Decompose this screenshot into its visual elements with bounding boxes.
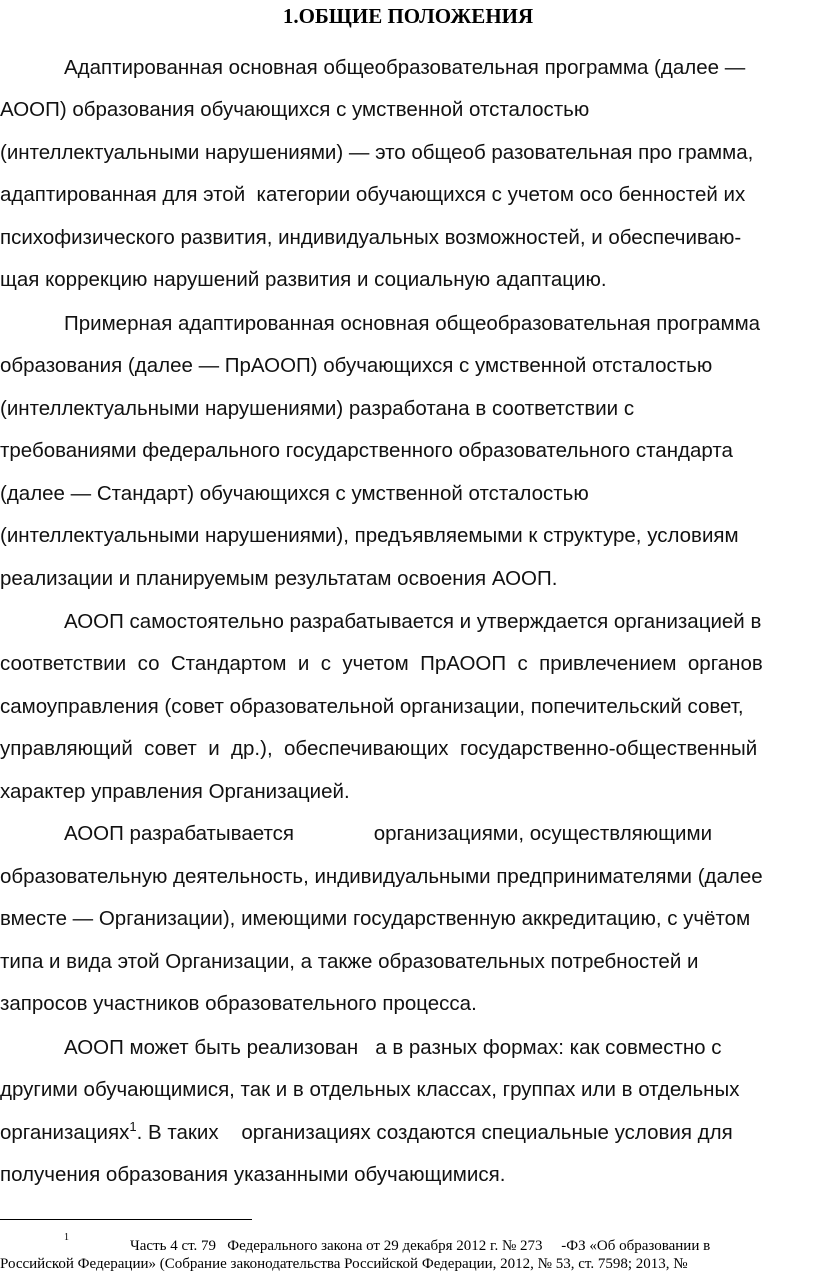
paragraph-line: АООП) образования обучающихся с умственной отсталостью <box>0 98 590 121</box>
paragraph-line: самоуправления (совет образовательной организации, попечительский совет, <box>0 695 744 718</box>
paragraph-line: образования (далее — ПрАООП) обучающихся с умственной отсталостью <box>0 354 713 377</box>
paragraph-line: щая коррекцию нарушений развития и социальную адаптацию. <box>0 268 607 291</box>
footnote-reference[interactable]: 1 <box>129 1119 137 1135</box>
section-title: 1.ОБЩИЕ ПОЛОЖЕНИЯ <box>282 4 534 28</box>
paragraph-line: психофизического развития, индивидуальных возможностей, и обеспечиваю- <box>0 226 742 249</box>
paragraph-line: АООП может быть реализован а в разных формах: как совместно с <box>64 1036 722 1059</box>
paragraph-line: требованиями федерального государственного образовательного стандарта <box>0 439 733 462</box>
paragraph-text: организациях <box>0 1121 130 1144</box>
paragraph-line: Адаптированная основная общеобразовательная программа (далее — <box>64 56 746 79</box>
paragraph-text: . В таких организациях создаются специальные условия для <box>136 1121 733 1144</box>
paragraph-line: Примерная адаптированная основная общеобразовательная программа <box>64 312 761 335</box>
paragraph-line: управляющий совет и др.), обеспечивающих государственно-общественный <box>0 737 758 760</box>
paragraph-line: (далее — Стандарт) обучающихся с умственной отсталостью <box>0 482 589 505</box>
paragraph-line: АООП самостоятельно разрабатывается и утверждается организацией в <box>64 610 762 633</box>
paragraph-line: АООП разрабатывается организациями, осуществляющими <box>64 822 713 845</box>
paragraph-line: получения образования указанными обучающимися. <box>0 1163 506 1186</box>
paragraph-line: типа и вида этой Организации, а также образовательных потребностей и <box>0 950 699 973</box>
paragraph-line: (интеллектуальными нарушениями), предъявляемыми к структуре, условиям <box>0 524 739 547</box>
footnote-line: Часть 4 ст. 79 Федерального закона от 29 декабря 2012 г. № 273 -ФЗ «Об образовании в <box>130 1238 711 1254</box>
paragraph-line: реализации и планируемым результатам освоения АООП. <box>0 567 558 590</box>
paragraph-line: соответствии со Стандартом и с учетом ПрАООП с привлечением органов <box>0 652 763 675</box>
footnote-separator <box>0 1219 252 1220</box>
paragraph-line: (интеллектуальными нарушениями) — это общеоб разовательная про грамма, <box>0 141 754 164</box>
paragraph-line: запросов участников образовательного процесса. <box>0 992 477 1015</box>
footnote-number: 1 <box>64 1232 69 1243</box>
paragraph-line <box>0 1119 816 1147</box>
footnote-line: Российской Федерации» (Собрание законодательства Российской Федерации, 2012, № 53, ст. 7598; 2013, № <box>0 1256 688 1272</box>
paragraph-line: другими обучающимися, так и в отдельных классах, группах или в отдельных <box>0 1078 740 1101</box>
paragraph-line: вместе — Организации), имеющими государственную аккредитацию, с учётом <box>0 907 751 930</box>
paragraph-line: характер управления Организацией. <box>0 780 350 803</box>
paragraph-line: адаптированная для этой категории обучающихся с учетом осо бенностей их <box>0 183 746 206</box>
paragraph-line: образовательную деятельность, индивидуальными предпринимателями (далее <box>0 865 763 888</box>
paragraph-line: (интеллектуальными нарушениями) разработана в соответствии с <box>0 397 635 420</box>
